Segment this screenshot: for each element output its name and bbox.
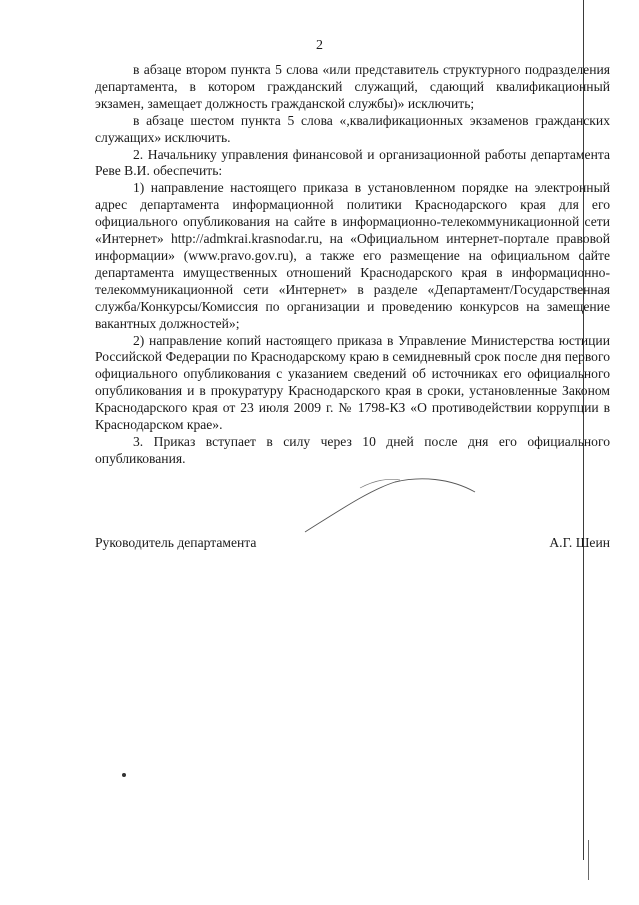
signature-block <box>95 535 610 551</box>
document-body <box>95 62 610 468</box>
paragraph-item-3: 3. Приказ вступает в силу через 10 дней после дня его официального опубликования. <box>95 433 610 466</box>
page-number: 2 <box>316 38 323 53</box>
paragraph-amend-5-6: в абзаце шестом пункта 5 слова «,квалификационных экзаменов гражданских служащих» исключить. <box>95 112 610 145</box>
paragraph-item-2-1: 1) направление настоящего приказа в установленном порядке на электронный адрес департамента информационной политики Краснодарского края для его официального опубликования на сайте в информационно-телекоммуникационной сети «Интернет» http://admkrai.krasnodar.ru, на «Официальном интернет-портале правовой информации» (www.pravo.gov.ru), а также его размещение на официальном сайте департамента имущественных отношений Краснодарского края в информационно-телекоммуникационной сети «Интернет» в разделе «Департамент/Государственная служба/Конкурсы/Комиссия по организации и проведению конкурсов на замещение вакантных должностей»; <box>95 180 610 331</box>
signatory-name: А.Г. Шеин <box>549 535 610 550</box>
paragraph-item-2: 2. Начальнику управления финансовой и организационной работы департамента Реве В.И. обеспечить: <box>95 146 610 179</box>
scan-margin-line-lower <box>588 840 589 880</box>
signatory-position: Руководитель департамента <box>95 535 257 550</box>
paragraph-amend-5-2: в абзаце втором пункта 5 слова «или представитель структурного подразделения департамента, в котором гражданский служащий, сдающий квалификационный экзамен, замещает должность гражданской службы)» исключить; <box>95 62 610 111</box>
scan-speck <box>122 773 126 777</box>
handwritten-signature <box>300 470 480 540</box>
paragraph-item-2-2: 2) направление копий настоящего приказа в Управление Министерства юстиции Российской Федерации по Краснодарскому краю в семидневный срок после дня первого официального опубликования с указанием сведений об источниках его официального опубликования и в прокуратуру Краснодарского края в сроки, установленные Законом Краснодарского края от 23 июля 2009 г. № 1798-КЗ «О противодействии коррупции в Краснодарском крае». <box>95 332 610 433</box>
